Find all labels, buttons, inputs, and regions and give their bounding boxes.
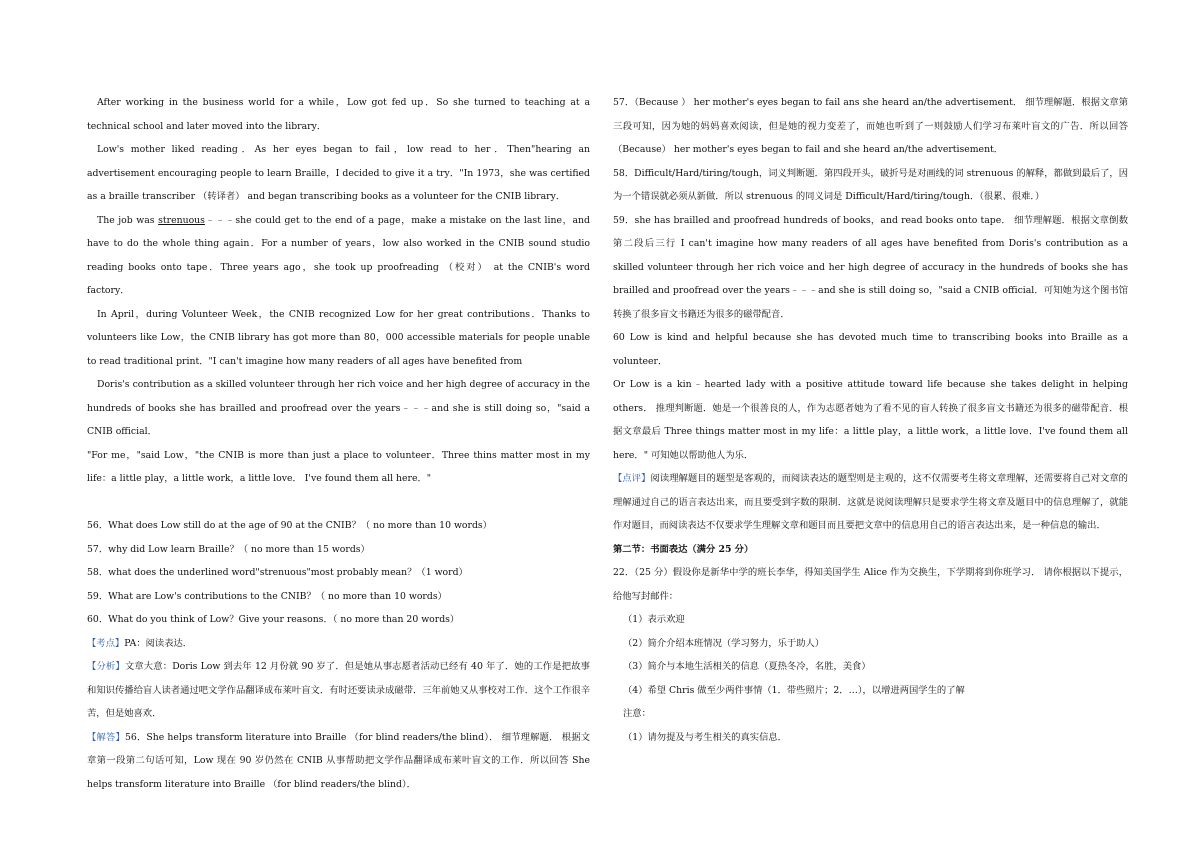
fenxi-tag: 【分析】 [87,661,125,672]
jieda-paragraph [87,726,590,797]
question-56: 56．What does Low still do at the age of 90 at the CNIB？（ no more than 10 words） [87,520,492,531]
task-point-1: （1）表示欢迎 [623,614,685,625]
answer-60-alternative: Or Low is a kin﹣hearted lady with a positive attitude toward life because she takes delight in helping others． 推理判断题．她是一个很善良的人，作为志愿者她为了看不见的盲人转换了很多盲文书籍还为很多的磁带配音．根据文章最后 Three things matter most in my life：a little play，a little work，a little love．I've found them all here．" 可知她以帮助他人为乐． [613,379,1128,461]
kaodian-tag: 【考点】 [87,637,125,649]
section-title: 第二节：书面表达（满分 25 分） [613,543,754,555]
spacer [87,491,590,515]
left-column [87,91,590,796]
kaodian-text: PA：阅读表达． [124,637,193,649]
task-point-4: （4）希望 Chris 做至少两件事情（1．带些照片；2．…），以增进两国学生的了解 [623,684,965,696]
right-column [613,91,1128,749]
passage-paragraph-3 [87,209,590,303]
dianping-text: 阅读理解题目的题型是客观的，而阅读表达的题型则是主观的，这不仅需要考生将文章理解，还需要将自己对文章的理解通过自己的语言表达出来，而且要受到字数的限制．这就是说阅读理解只是要求学生将文章及题目中的信息理解了，就能作对题目，而阅读表达不仅要求学生理解文章和题目而且要把文章中的信息用自己的语言表达出来，是一种信息的输出． [613,473,1128,531]
question-57: 57．why did Low learn Braille？（ no more than 15 words） [87,543,370,555]
answer-57: 57．（Because ） her mother's eyes began to fail ans she heard an/the advertisement． 细节理解题．根据文章第三段可知，因为她的妈妈喜欢阅读，但是她的视力变差了，而她也听到了一则鼓励人们学习布莱叶盲文的广告．所以回答（Because） her mother's eyes began to fail and she heard an/the advertisement． [613,97,1128,155]
note-label: 注意： [623,708,651,719]
dianping-tag: 【点评】 [613,473,651,484]
task-point-3: （3）简介与本地生活相关的信息（夏热冬冷，名胜，美食） [623,661,871,672]
question-59: 59．What are Low's contributions to the CNIB？（ no more than 10 words） [87,590,447,602]
passage-paragraph-5: Doris's contribution as a skilled volunteer through her rich voice and her high degree of accuracy in the hundreds of books she has brailled and proofread over the years﹣﹣﹣and she is still doing so，"said a CNIB official． [87,379,590,437]
answer-58: 58．Difficult/Hard/tiring/tough，词义判断题．第四段开头，破折号是对画线的词 strenuous 的解释，都做到最后了，因为一个错误就必须从新做．所以 strenuous 的同义词是 Difficult/Hard/tiring/tough．（很累、很难．） [613,167,1128,202]
fenxi-text: 文章大意：Doris Low 到去年 12 月份就 90 岁了．但是她从事志愿者活动已经有 40 年了．她的工作是把故事和知识传播给盲人读者通过吧文学作品翻译成布莱叶盲文．有时还要读录成磁带．三年前她又从事校对工作．这个工作很辛苦，但是她喜欢． [87,661,590,719]
p3-text-after: ﹣﹣﹣she could get to the end of a page，make a mistake on the last line，and have to do the whole thing again．For a number of years，low also worked in the CNIB sound studio reading books onto tape．Three years ago，she took up proofreading （校对） at the CNIB's word factory． [87,214,590,296]
answer-59: 59．she has brailled and proofread hundreds of books，and read books onto tape． 细节理解题．根据文章倒数第二段后三行 I can't imagine how many readers of all ages have benefited from Doris's contribution as a skilled volunteer through her rich voice and her high degree of accuracy in the hundreds of books she has brailled and proofread over the years﹣﹣﹣and she is still doing so，"said a CNIB official．可知她为这个图书馆转换了很多盲文书籍还为很多的磁带配音． [613,214,1128,320]
task-point-2: （2）简介介绍本班情况（学习努力，乐于助人） [623,637,825,649]
passage-quote-paragraph: "For me，"said Low，"the CNIB is more than just a place to volunteer．Three thins matter most in my life：a little play，a little work，a little love． I've found them all here．" [87,449,590,484]
note-1: （1）请勿提及与考生相关的真实信息． [623,731,787,743]
answer-60: 60 Low is kind and helpful because she has devoted much time to transcribing books into Braille as a volunteer． [613,332,1128,367]
passage-paragraph-2: Low's mother liked reading．As her eyes began to fail，low read to her．Then"hearing an advertisement encouraging people to learn Braille，I decided to give it a try．"In 1973，she was certified as a braille transcriber （转译者） and began transcribing books as a volunteer for the CNIB library． [87,144,590,202]
kaodian-paragraph [87,632,590,656]
jieda-text: 56．She helps transform literature into Braille （for blind readers/the blind）． 细节理解题． 根据文章第一段第二句话可知，Low 现在 90 岁仍然在 CNIB 从事帮助把文学作品翻译成布莱叶盲文的工作．所以回答 She helps transform literature into Braille （for blind readers/the blind）． [87,731,590,790]
jieda-tag: 【解答】 [87,731,125,743]
dianping-paragraph [613,467,1128,538]
underlined-word-strenuous: strenuous [158,214,205,226]
passage-paragraph-4: In April，during Volunteer Week，the CNIB recognized Low for her great contributions．Thanks to volunteers like Low，the CNIB library has got more than 80，000 accessible materials for people unable to read traditional print．"I can't imagine how many readers of all ages have benefited from [87,308,590,367]
question-60: 60．What do you think of Low？Give your reasons．（ no more than 20 words） [87,614,460,625]
writing-task: 22．（25 分）假设你是新华中学的班长李华，得知美国学生 Alice 作为交换生，下学期将到你班学习． 请你根据以下提示，给他写封邮件： [613,567,1128,602]
question-58: 58．what does the underlined word"strenuous"most probably mean？（1 word） [87,567,468,578]
p3-text-before: The job was [97,214,159,226]
fenxi-paragraph [87,655,590,726]
passage-paragraph-1: After working in the business world for a while，Low got fed up．So she turned to teaching at a technical school and later moved into the library． [87,97,590,132]
